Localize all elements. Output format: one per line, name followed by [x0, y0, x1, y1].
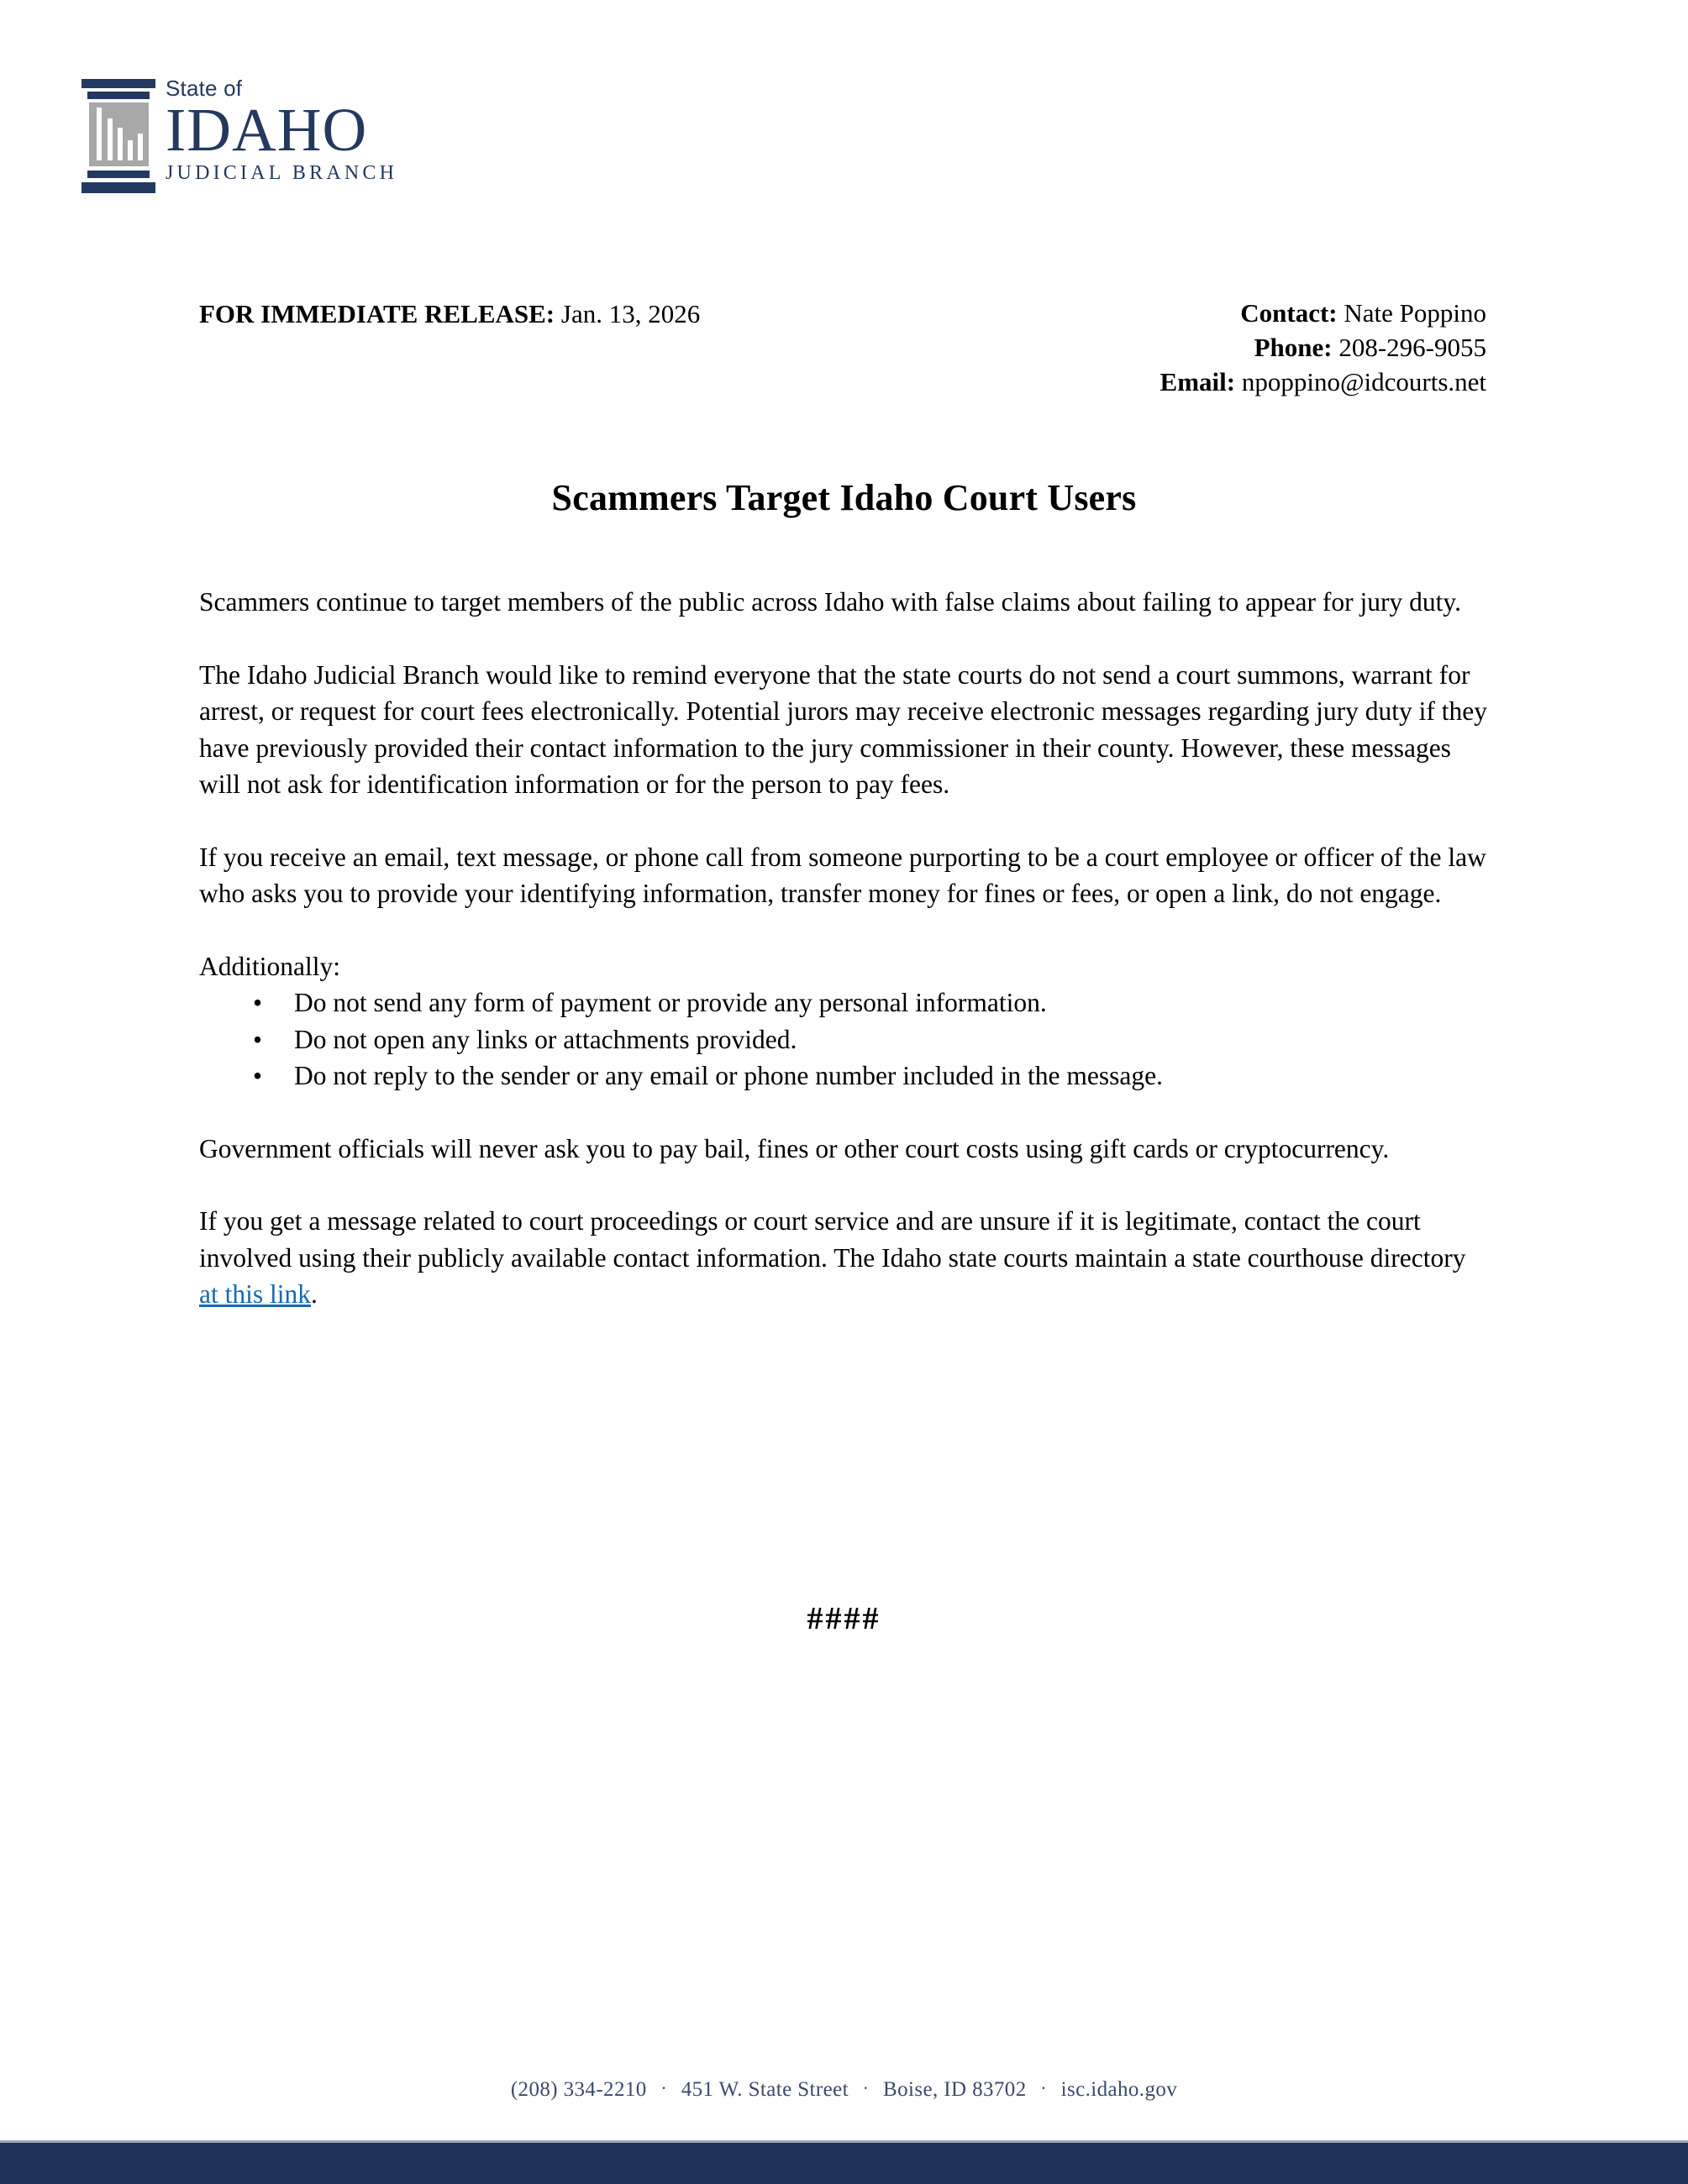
paragraph-intro: Scammers continue to target members of the public across Idaho with false claims about failing to appear for jury duty.: [199, 587, 1461, 617]
list-item-label: Do not reply to the sender or any email or phone number included in the message.: [294, 1061, 1163, 1090]
list-item-label: Do not send any form of payment or provide any personal information.: [294, 988, 1047, 1017]
column-cap-top-inner-bar: [87, 92, 150, 99]
list-item: [199, 984, 1489, 1021]
logo-judicial-branch-text: JUDICIAL BRANCH: [166, 162, 398, 185]
contact-name-value: Nate Poppino: [1344, 298, 1486, 328]
logo-state-of-text: State of: [166, 76, 243, 101]
press-release-body: [199, 584, 1489, 1349]
bullet-icon: •: [253, 1061, 263, 1090]
paragraph-reminder: The Idaho Judicial Branch would like to remind everyone that the state courts do not send a court summons, warrant for arrest, or request for court fees electronically. Potential jurors may receive electronic messages regarding jury duty if they have previously provided their contact information to the jury commissioner in their county. However, these messages will not ask for identification information or for the person to pay fees.: [199, 659, 1487, 799]
page-title: Scammers Target Idaho Court Users: [551, 477, 1137, 519]
paragraph-verify-message: [199, 1203, 1489, 1313]
courthouse-directory-link[interactable]: at this link: [199, 1279, 311, 1309]
footer-separator-icon: ·: [1040, 2077, 1047, 2098]
idaho-judicial-branch-logo: [80, 77, 433, 212]
logo-wordmark: [166, 77, 397, 185]
additionally-label: Additionally:: [199, 951, 340, 981]
list-item: [199, 1058, 1489, 1095]
additionally-bullet-list: [199, 984, 1489, 1095]
end-of-release-mark: ####: [807, 1601, 881, 1636]
paragraph-verify-text-before: If you get a message related to court proceedings or court service and are unsure if it is legitimate, contact the court involved using their publicly available contact information. The Idaho state courts maintain a state courthouse directory: [199, 1206, 1466, 1273]
contact-email-row: [1160, 365, 1486, 400]
footer-phone: (208) 334-2210: [510, 2078, 647, 2101]
contact-label: Contact:: [1240, 298, 1338, 328]
contact-block: [1160, 297, 1486, 400]
column-shaft: [89, 102, 149, 166]
bullet-icon: •: [253, 1024, 263, 1054]
immediate-release-label: FOR IMMEDIATE RELEASE:: [199, 299, 555, 328]
footer-street: 451 W. State Street: [681, 2078, 849, 2101]
column-base-inner-bar: [87, 171, 150, 178]
list-item: [199, 1021, 1489, 1058]
bullet-icon: •: [253, 988, 263, 1017]
phone-label: Phone:: [1254, 332, 1333, 362]
logo-idaho-text: IDAHO: [166, 96, 368, 164]
contact-name-row: [1160, 297, 1486, 331]
column-cap-top-bar: [82, 79, 155, 88]
list-item-label: Do not open any links or attachments provided.: [294, 1024, 797, 1054]
immediate-release-date: Jan. 13, 2026: [560, 299, 701, 328]
email-value: npoppino@idcourts.net: [1241, 366, 1486, 396]
email-label: Email:: [1160, 366, 1236, 396]
immediate-release-line: [199, 298, 700, 331]
phone-value: 208-296-9055: [1338, 332, 1486, 362]
column-base-bar: [82, 182, 155, 193]
footer-website: isc.idaho.gov: [1060, 2078, 1178, 2101]
footer-separator-icon: ·: [660, 2077, 668, 2098]
courthouse-column-icon: [80, 79, 157, 194]
footer-navy-bar: [0, 2143, 1688, 2184]
paragraph-government-officials: Government officials will never ask you to pay bail, fines or other court costs using gift cards or cryptocurrency.: [199, 1133, 1390, 1163]
paragraph-if-you-receive: If you receive an email, text message, or phone call from someone purporting to be a court employee or officer of the law who asks you to provide your identifying information, transfer money for fines or fees, or open a link, do not engage.: [199, 842, 1486, 908]
footer-city-state-zip: Boise, ID 83702: [883, 2078, 1027, 2101]
footer-separator-icon: ·: [862, 2077, 870, 2098]
footer-contact-line: [0, 2077, 1688, 2102]
contact-phone-row: [1160, 331, 1486, 365]
paragraph-verify-text-after: .: [311, 1279, 318, 1309]
